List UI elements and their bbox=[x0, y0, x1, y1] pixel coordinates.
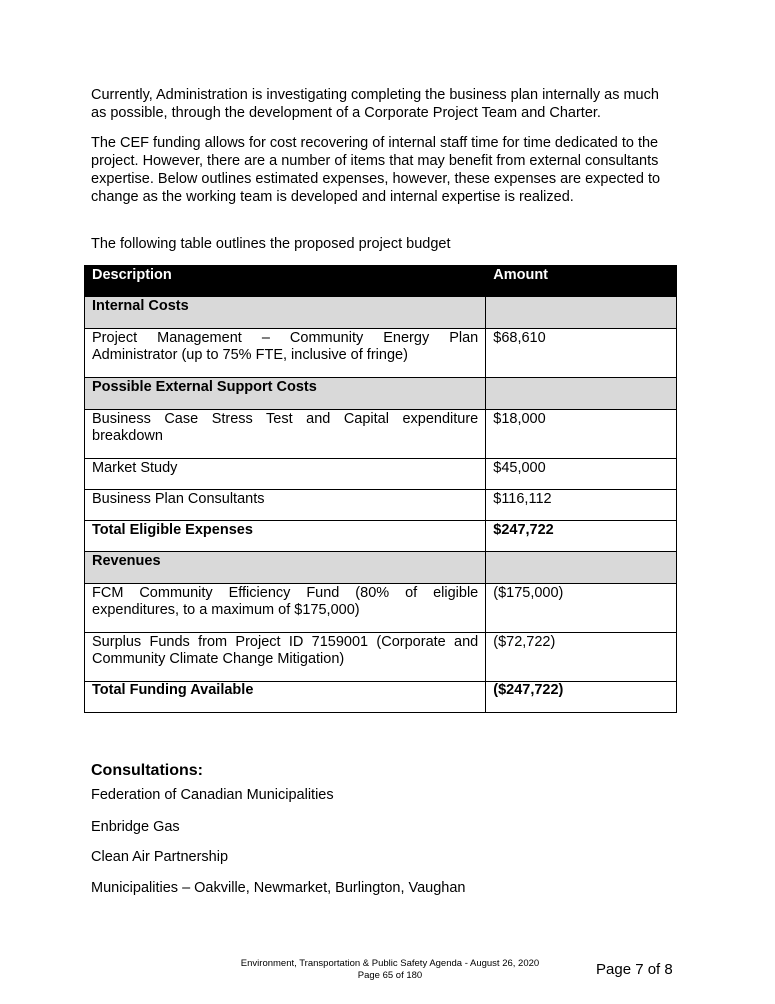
row-amount: $18,000 bbox=[486, 410, 677, 459]
table-row bbox=[85, 378, 677, 410]
row-description: FCM Community Efficiency Fund (80% of eligible expenditures, to a maximum of $175,000) bbox=[85, 584, 486, 633]
list-item: Municipalities – Oakville, Newmarket, Burlington, Vaughan bbox=[91, 880, 466, 896]
table-row bbox=[85, 329, 677, 378]
table-row-total bbox=[85, 521, 677, 552]
row-amount bbox=[486, 378, 677, 410]
list-item: Enbridge Gas bbox=[91, 819, 180, 835]
row-amount bbox=[486, 552, 677, 584]
table-row bbox=[85, 490, 677, 521]
row-description: Total Eligible Expenses bbox=[85, 521, 486, 552]
table-header-row bbox=[85, 266, 677, 297]
table-row bbox=[85, 410, 677, 459]
table-row-total bbox=[85, 682, 677, 713]
row-amount: $247,722 bbox=[486, 521, 677, 552]
row-description: Total Funding Available bbox=[85, 682, 486, 713]
footer-agenda-title: Environment, Transportation & Public Safety Agenda - August 26, 2020 bbox=[240, 958, 540, 969]
footer-page-number: Page 7 of 8 bbox=[596, 961, 673, 978]
paragraph-table-intro: The following table outlines the proposed project budget bbox=[91, 236, 451, 252]
table-row bbox=[85, 552, 677, 584]
list-item: Federation of Canadian Municipalities bbox=[91, 787, 334, 803]
consultations-heading: Consultations: bbox=[91, 762, 203, 779]
row-amount: ($247,722) bbox=[486, 682, 677, 713]
row-description: Business Case Stress Test and Capital expenditure breakdown bbox=[85, 410, 486, 459]
list-item: Clean Air Partnership bbox=[91, 849, 229, 865]
header-description: Description bbox=[85, 266, 486, 297]
row-amount: $68,610 bbox=[486, 329, 677, 378]
row-amount: $116,112 bbox=[486, 490, 677, 521]
row-description: Revenues bbox=[85, 552, 486, 584]
row-amount bbox=[486, 297, 677, 329]
row-description: Surplus Funds from Project ID 7159001 (Corporate and Community Climate Change Mitigation) bbox=[85, 633, 486, 682]
row-amount: ($72,722) bbox=[486, 633, 677, 682]
row-amount: ($175,000) bbox=[486, 584, 677, 633]
table-row bbox=[85, 633, 677, 682]
footer-agenda bbox=[220, 958, 560, 982]
header-amount: Amount bbox=[486, 266, 677, 297]
paragraph-intro: Currently, Administration is investigating completing the business plan internally as much as possible, through the development of a Corporate Project Team and Charter. bbox=[91, 87, 659, 121]
row-description: Market Study bbox=[85, 459, 486, 490]
row-description: Project Management – Community Energy Plan Administrator (up to 75% FTE, inclusive of fringe) bbox=[85, 329, 486, 378]
table-row bbox=[85, 584, 677, 633]
footer-agenda-page: Page 65 of 180 bbox=[357, 970, 423, 981]
row-description: Possible External Support Costs bbox=[85, 378, 486, 410]
row-amount: $45,000 bbox=[486, 459, 677, 490]
paragraph-cef-funding: The CEF funding allows for cost recovering of internal staff time for time dedicated to the project. However, there are a number of items that may benefit from external consultants expertise. Below outlines estimated expenses, however, these expenses are expected to change as the working team is developed and internal expertise is realized. bbox=[91, 135, 661, 205]
row-description: Internal Costs bbox=[85, 297, 486, 329]
table-row bbox=[85, 459, 677, 490]
table-row bbox=[85, 297, 677, 329]
row-description: Business Plan Consultants bbox=[85, 490, 486, 521]
budget-table bbox=[84, 265, 677, 713]
